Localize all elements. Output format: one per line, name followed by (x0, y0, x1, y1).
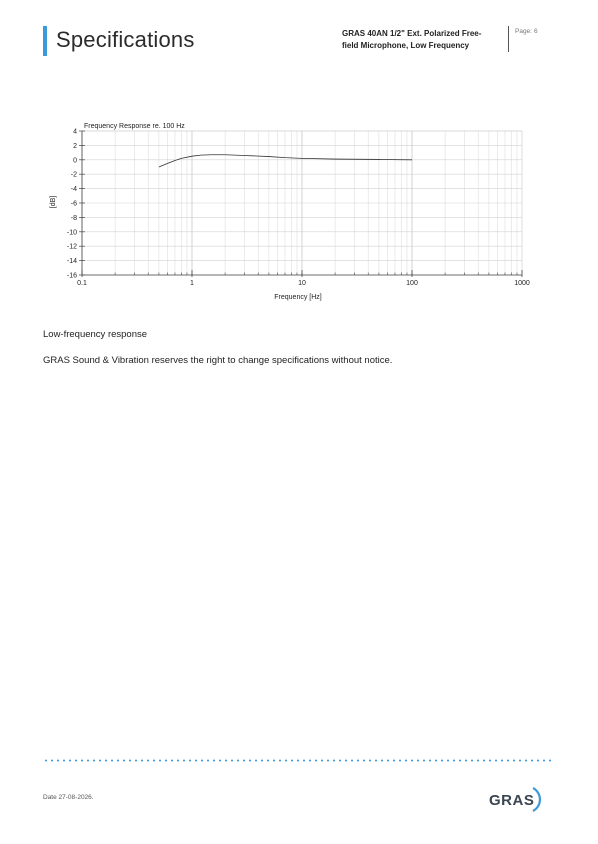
frequency-response-chart (0, 115, 598, 310)
page-title: Specifications (56, 27, 195, 52)
y-tick-label: -12 (66, 243, 77, 251)
y-tick-label: 2 (73, 142, 77, 150)
y-tick-label: -6 (70, 200, 77, 208)
y-tick-label: -14 (66, 258, 77, 266)
chart-title: Frequency Response re. 100 Hz (84, 123, 185, 130)
document-title: GRAS 40AN 1/2" Ext. Polarized Free-field Microphone, Low Frequency (342, 29, 482, 50)
disclaimer-text: GRAS Sound & Vibration reserves the right to change specifications without notice. (43, 355, 393, 366)
x-tick-label: 1000 (514, 280, 530, 287)
x-axis-label: Frequency [Hz] (274, 294, 322, 301)
y-tick-label: 0 (73, 157, 77, 165)
chart-grid (82, 131, 522, 275)
chart-ticks (67, 129, 530, 288)
x-tick-label: 100 (406, 280, 418, 287)
y-tick-label: -8 (70, 214, 77, 222)
page-number: 6 (534, 28, 538, 35)
header-divider (508, 26, 509, 52)
y-tick-label: -16 (66, 272, 77, 280)
gras-logo (487, 783, 547, 815)
footer-date: Date 27-08-2026. (43, 794, 94, 801)
x-tick-label: 10 (298, 280, 306, 287)
chart-series (159, 155, 412, 167)
page-indicator (515, 28, 538, 35)
page-label: Page: (515, 28, 532, 35)
footer-dotted-divider (43, 759, 555, 762)
y-tick-label: -2 (70, 171, 77, 179)
x-tick-label: 1 (190, 280, 194, 287)
y-tick-label: -4 (70, 186, 77, 194)
logo-text: GRAS (489, 792, 535, 809)
y-tick-label: 4 (73, 128, 77, 136)
y-axis-label: [dB] (50, 195, 57, 209)
x-tick-label: 0.1 (77, 280, 87, 287)
y-tick-label: -10 (66, 229, 77, 237)
header-accent-bar (43, 26, 47, 56)
series-line (159, 155, 412, 167)
figure-caption: Low-frequency response (43, 329, 148, 340)
